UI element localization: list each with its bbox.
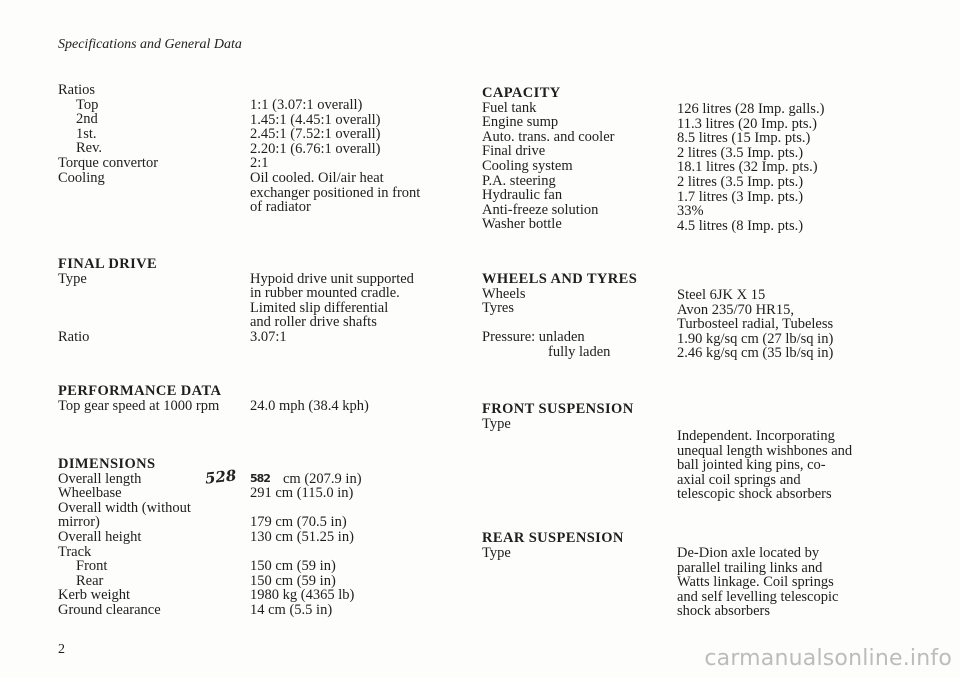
cooling-label: Cooling [58, 169, 105, 186]
ratio-label: 1st. [76, 125, 97, 142]
ground-clearance-value: 14 cm (5.5 in) [250, 601, 333, 618]
overall-length-label: Overall length [58, 470, 142, 487]
cooling-value: of radiator [250, 199, 311, 216]
final-drive-ratio-value: 3.07:1 [250, 328, 287, 345]
ratio-label: Rev. [76, 140, 103, 157]
track-front-label: Front [76, 558, 108, 575]
front-suspension-value: Independent. Incorporating [677, 428, 835, 444]
pressure-laden-label: fully laden [548, 343, 611, 360]
width-label: Overall width (without [58, 499, 191, 516]
wheels-value: Steel 6JK X 15 [677, 287, 766, 303]
page-header: Specifications and General Data [58, 37, 242, 52]
tyres-value: Turbosteel radial, Tubeless [677, 316, 834, 333]
capacity-value: 2 litres (3.5 Imp. pts.) [677, 173, 804, 190]
left-labels [58, 83, 158, 185]
ratio-value: 2.20:1 (6.76:1 overall) [250, 140, 381, 157]
tyres-value: Avon 235/70 HR15, [677, 301, 794, 318]
ratio-label: 2nd [76, 111, 98, 128]
capacity-labels [482, 86, 614, 232]
front-suspension-value: axial coil springs and [677, 471, 801, 488]
wheelbase-value: 291 cm (115.0 in) [250, 485, 354, 502]
front-suspension-value: ball jointed king pins, co- [677, 457, 826, 474]
capacity-value: 33% [677, 203, 704, 220]
dimensions-values [250, 472, 362, 618]
kerb-weight-label: Kerb weight [58, 587, 131, 604]
dimensions-labels [58, 457, 191, 618]
track-label: Track [58, 543, 92, 560]
height-value: 130 cm (51.25 in) [250, 528, 354, 545]
torque-value: 2:1 [250, 155, 269, 172]
track-rear-value: 150 cm (59 in) [250, 572, 336, 589]
final-drive-values [250, 272, 414, 345]
ratio-value: 2.45:1 (7.52:1 overall) [250, 126, 381, 143]
left-values [250, 98, 420, 215]
front-suspension-value: telescopic shock absorbers [677, 486, 832, 503]
pressure-unladen-label: Pressure: unladen [482, 329, 585, 346]
height-label: Overall height [58, 528, 142, 545]
capacity-label: Washer bottle [482, 216, 562, 233]
cooling-value: exchanger positioned in front [250, 184, 421, 201]
capacity-value: 18.1 litres (32 Imp. pts.) [677, 159, 818, 176]
front-suspension-type-label: Type [482, 415, 511, 432]
capacity-value: 2 litres (3.5 Imp. pts.) [677, 144, 804, 161]
performance-section [58, 384, 221, 413]
wheels-labels [482, 272, 637, 360]
ratio-label: Top [76, 96, 99, 113]
final-drive-type-value: and roller drive shafts [250, 314, 377, 331]
final-drive-ratio-label: Ratio [58, 328, 90, 345]
wheels-heading: WHEELS AND TYRES [482, 271, 638, 287]
cooling-value: Oil cooled. Oil/air heat [250, 169, 384, 186]
struck-value: 582 [250, 472, 270, 485]
capacity-label: Final drive [482, 143, 546, 160]
track-rear-label: Rear [76, 572, 104, 589]
final-drive-type-value: in rubber mounted cradle. [250, 285, 400, 302]
rear-suspension-heading: REAR SUSPENSION [482, 530, 624, 546]
capacity-heading: CAPACITY [482, 85, 561, 101]
front-suspension-labels [482, 402, 634, 431]
ratios-label: Ratios [58, 82, 96, 98]
rear-suspension-value: shock absorbers [677, 603, 771, 620]
torque-label: Torque convertor [58, 154, 159, 171]
wheels-values [677, 288, 833, 361]
rear-suspension-value: Watts linkage. Coil springs [677, 574, 834, 591]
capacity-label: Anti-freeze solution [482, 201, 599, 218]
wheelbase-label: Wheelbase [58, 485, 122, 502]
capacity-value: 126 litres (28 Imp. galls.) [677, 101, 825, 117]
tyres-label: Tyres [482, 300, 515, 317]
capacity-label: Auto. trans. and cooler [482, 128, 615, 145]
final-drive-heading: FINAL DRIVE [58, 256, 158, 272]
overall-length-value: cm (207.9 in) [283, 470, 362, 487]
capacity-label: Hydraulic fan [482, 187, 563, 204]
front-suspension-heading: FRONT SUSPENSION [482, 401, 634, 417]
capacity-value: 4.5 litres (8 Imp. pts.) [677, 217, 804, 234]
ratio-value: 1:1 (3.07:1 overall) [250, 97, 363, 113]
pressure-unladen-value: 1.90 kg/sq cm (27 lb/sq in) [677, 330, 834, 347]
dimensions-heading: DIMENSIONS [58, 456, 156, 472]
rear-suspension-value: De-Dion axle located by [677, 545, 820, 561]
handwritten-note: 528 [204, 466, 238, 488]
performance-value: 24.0 mph (38.4 kph) [250, 397, 369, 414]
rear-suspension-labels [482, 531, 624, 560]
capacity-label: P.A. steering [482, 172, 556, 189]
final-drive-type-label: Type [58, 270, 87, 287]
rear-suspension-values [677, 546, 838, 619]
capacity-values [677, 102, 824, 233]
kerb-weight-value: 1980 kg (4365 lb) [250, 587, 355, 604]
width-label: mirror) [58, 514, 100, 531]
capacity-value: 8.5 litres (15 Imp. pts.) [677, 130, 811, 147]
width-value: 179 cm (70.5 in) [250, 514, 347, 531]
final-drive-type-value: Hypoid drive unit supported [250, 270, 414, 287]
rear-suspension-value: and self levelling telescopic [677, 588, 839, 605]
performance-heading: PERFORMANCE DATA [58, 383, 222, 399]
watermark: carmanualsonline.info [704, 646, 952, 671]
final-drive-labels [58, 257, 157, 345]
capacity-label: Engine sump [482, 114, 559, 131]
performance-label: Top gear speed at 1000 rpm [58, 397, 220, 414]
capacity-value: 11.3 litres (20 Imp. pts.) [677, 115, 818, 132]
ground-clearance-label: Ground clearance [58, 601, 161, 618]
wheels-label: Wheels [482, 285, 526, 302]
track-front-value: 150 cm (59 in) [250, 558, 336, 575]
ratio-value: 1.45:1 (4.45:1 overall) [250, 111, 381, 128]
capacity-value: 1.7 litres (3 Imp. pts.) [677, 188, 804, 205]
rear-suspension-value: parallel trailing links and [677, 559, 823, 576]
final-drive-type-value: Limited slip differential [250, 299, 389, 316]
front-suspension-value: unequal length wishbones and [677, 442, 853, 459]
capacity-label: Fuel tank [482, 99, 537, 116]
capacity-label: Cooling system [482, 157, 573, 174]
rear-suspension-type-label: Type [482, 544, 511, 561]
pressure-laden-value: 2.46 kg/sq cm (35 lb/sq in) [677, 345, 834, 362]
front-suspension-values [677, 429, 852, 502]
page-number: 2 [58, 642, 65, 657]
